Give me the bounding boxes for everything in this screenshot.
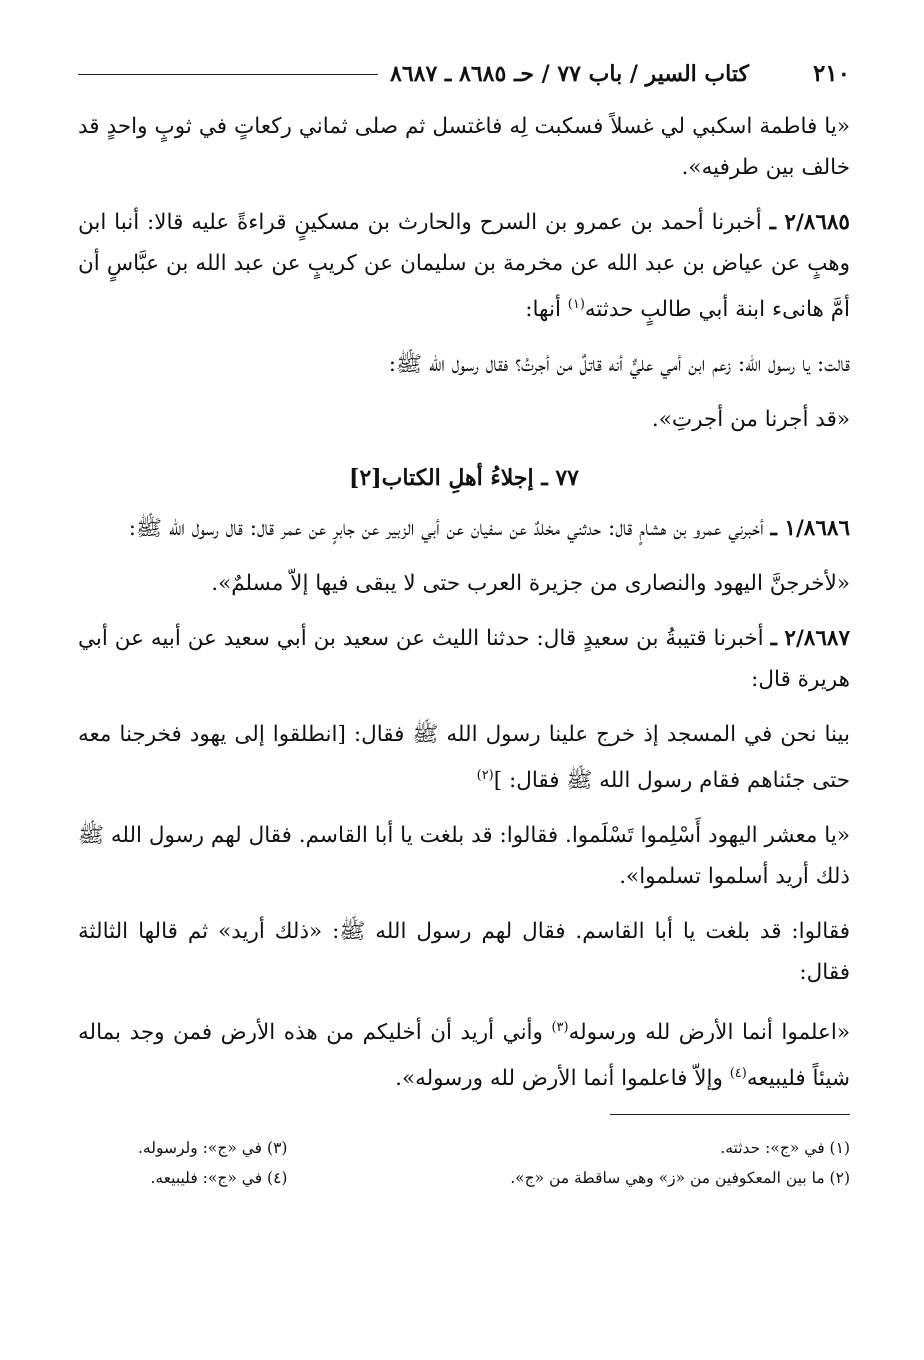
footnotes-right-column [510, 1133, 850, 1193]
paragraph-text: بينا نحن في المسجد إذ خرج علينا رسول الله ﷺ فقال: [انطلقوا إلى يهود فخرجنا معه حتى جئناهم فقام رسول الله ﷺ فقال: ] [78, 722, 850, 794]
paragraph-text: أخبرني عمرو بن هشامٍ قال: حدثني مخلدٌ عن سفيان عن أبي الزبير عن جابرٍ عن عمر قال: قال رسول الله ﷺ: [128, 516, 764, 542]
footnote-ref: (٣) [551, 1020, 569, 1036]
book-page [78, 60, 850, 1330]
footnote-ref: (١) [567, 297, 585, 312]
hadith-8687 [78, 618, 850, 700]
footnotes [78, 1133, 850, 1193]
paragraph-text: فقالوا: قد بلغت يا أبا القاسم. فقال لهم رسول الله ﷺ: «ذلك أريد» ثم قالها الثالثة فقال: [78, 919, 850, 986]
paragraph [78, 714, 850, 801]
hadith-8685 [78, 202, 850, 330]
paragraph-text: «يا معشر اليهود أَسْلِموا تَسْلَموا. فقالوا: قد بلغت يا أبا القاسم. فقال لهم رسول الله ﷺ ذلك أريد أسلموا تسلموا». [78, 823, 850, 890]
running-head: كتاب السير / باب ٧٧ / حـ ٨٦٨٥ ـ ٨٦٨٧ [390, 61, 749, 87]
paragraph [78, 815, 850, 897]
paragraph [78, 911, 850, 993]
paragraph-text: «يا فاطمة اسكبي لي غسلاً فسكبت لِه فاغتسل ثم صلى ثماني ركعاتٍ في ثوبٍ واحدٍ قد خالف بين طرفيه». [78, 114, 850, 180]
paragraph-text: قالت: يا رسول الله: زعم ابن أمي عليٌّ أنه قاتلٌ من أجرتُ؟ فقال رسول الله ﷺ: [388, 352, 850, 378]
footnote: (٢) ما بين المعكوفين من «ز» وهي ساقطة من «ج». [510, 1168, 850, 1187]
paragraph [78, 1007, 850, 1099]
hadith-number: ١/٨٦٨٦ ـ [770, 516, 850, 542]
hadith-number: ٢/٨٦٨٧ ـ [770, 626, 850, 652]
hadith-number: ٢/٨٦٨٥ ـ [769, 210, 850, 235]
paragraph [78, 563, 850, 604]
chapter-title: ٧٧ ـ إجلاءُ أهلِ الكتاب[٢] [349, 465, 579, 492]
hadith-8686 [78, 508, 850, 549]
paragraph-text: «اعلموا أنما الأرض لله ورسوله [568, 1020, 850, 1046]
footnote: (٤) في «ج»: فليبيعه. [150, 1168, 288, 1187]
paragraph [78, 344, 850, 385]
running-head-group [78, 61, 749, 87]
footnotes-left-column [138, 1133, 287, 1193]
footnote-divider [610, 1114, 850, 1115]
page-number: ٢١٠ [812, 60, 850, 87]
paragraph [78, 106, 850, 188]
footnote: (١) في «ج»: حدثته. [720, 1138, 850, 1157]
paragraph-text: «قد أجرنا من أجرتِ». [651, 407, 850, 433]
paragraph-text: أخبرنا أحمد بن عمرو بن السرح والحارث بن مسكينٍ قراءةً عليه قالا: أنبا ابن وهبٍ عن عياض بن عبد الله عن مخرمة بن سليمان عن كريبٍ عن عبد الله بن عبَّاسٍ أن أمَّ هانىء ابنة أبي طالبٍ حدثته [78, 210, 850, 323]
footnote: (٣) في «ج»: ولرسوله. [138, 1138, 288, 1157]
paragraph-text: أخبرنا قتيبةُ بن سعيدٍ قال: حدثنا الليث عن سعيد بن أبي سعيد عن أبيه عن أبي هريرة قال: [78, 626, 850, 693]
page-header [78, 60, 850, 96]
paragraph-text-tail: أنها: [525, 297, 568, 323]
footnote-ref: (٤) [729, 1066, 747, 1082]
header-rule [78, 74, 378, 75]
paragraph-text-tail: وأني أريد أن أخليكم من هذه الأرض فمن وجد بماله شيئاً فليبيعه [78, 1020, 850, 1092]
paragraph [78, 399, 850, 440]
main-text [78, 106, 850, 1100]
paragraph-text: «لأخرجنَّ اليهود والنصارى من جزيرة العرب حتى لا يبقى فيها إلاّ مسلمٌ». [211, 571, 850, 597]
footnote-ref: (٢) [476, 768, 494, 784]
paragraph-text-tail: وإلاّ فاعلموا أنما الأرض لله ورسوله». [395, 1066, 730, 1092]
